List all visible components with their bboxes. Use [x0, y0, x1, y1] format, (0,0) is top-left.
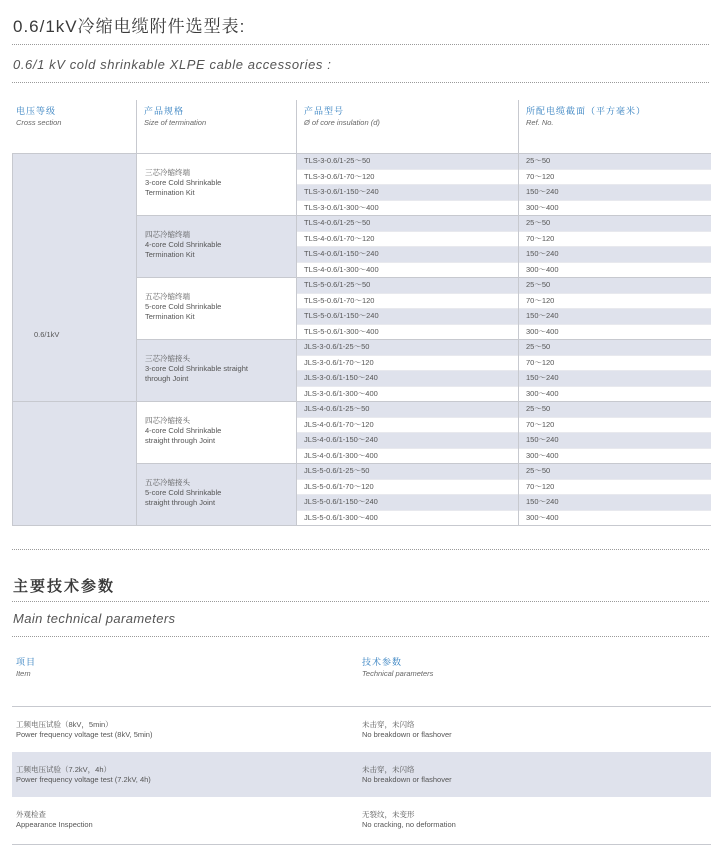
- spec-line: 5-core Cold Shrinkable: [145, 302, 222, 311]
- header-voltage: [16, 106, 61, 128]
- header-spec-en: Size of termination: [144, 118, 207, 127]
- section-cell: 25～50: [526, 342, 551, 351]
- param-item-en: Power frequency voltage test (8kV, 5min): [16, 730, 153, 739]
- model-cell: JLS-5-0.6/1-70～120: [304, 481, 374, 491]
- section-cell: 150～240: [526, 435, 559, 444]
- voltage-divider: [12, 401, 136, 402]
- group-divider: [136, 339, 711, 340]
- section-cell: 150～240: [526, 311, 559, 320]
- row-divider: [296, 386, 711, 387]
- section-cell: 150～240: [526, 497, 559, 506]
- row-divider: [296, 355, 711, 356]
- spec-line: 三芯冷缩接头: [145, 354, 190, 363]
- row-divider: [296, 308, 711, 309]
- model-cell: JLS-4-0.6/1-70～120: [304, 419, 374, 429]
- row-divider: [296, 370, 711, 371]
- section-cell: 70～120: [526, 357, 555, 367]
- param-item: [16, 810, 93, 830]
- param-item-en: Power frequency voltage test (7.2kV, 4h): [16, 775, 151, 784]
- table-border: [12, 525, 711, 526]
- model-cell: TLS-5-0.6/1-300～400: [304, 326, 379, 336]
- subtitle-divider: [12, 82, 709, 83]
- param-item-cn: 工频电压试验（8kV，5min）: [16, 720, 113, 729]
- header-params: [362, 657, 433, 679]
- table-border: [12, 153, 711, 154]
- group-divider: [136, 277, 711, 278]
- spec-line: 三芯冷缩终端: [145, 168, 190, 177]
- header-section: [526, 106, 646, 128]
- section-cell: 300～400: [526, 512, 559, 522]
- header-model: [304, 106, 380, 128]
- row-divider: [296, 200, 711, 201]
- model-cell: JLS-4-0.6/1-300～400: [304, 450, 378, 460]
- column-divider: [12, 153, 13, 525]
- param-value: [362, 810, 456, 830]
- params-subtitle-divider: [12, 636, 709, 637]
- params-row: [12, 707, 711, 752]
- group-divider: [136, 401, 711, 402]
- params-bottom-rule: [12, 844, 711, 845]
- spec-cell: [145, 354, 248, 384]
- spec-cell: [145, 416, 221, 446]
- header-separator: [136, 100, 137, 153]
- param-value-cn: 无裂纹，未变形: [362, 810, 415, 819]
- section-cell: 150～240: [526, 187, 559, 196]
- header-spec-cn: 产品规格: [144, 106, 185, 116]
- section-cell: 25～50: [526, 156, 551, 165]
- spec-cell: [145, 168, 221, 198]
- row-divider: [296, 479, 711, 480]
- param-item-en: Appearance Inspection: [16, 820, 93, 829]
- model-cell: TLS-4-0.6/1-70～120: [304, 233, 375, 243]
- column-divider: [518, 153, 519, 525]
- params-row: [12, 797, 711, 844]
- voltage-cell: 0.6/1kV: [34, 330, 60, 339]
- spec-line: 4-core Cold Shrinkable: [145, 240, 222, 249]
- row-divider: [296, 417, 711, 418]
- row-divider: [296, 510, 711, 511]
- header-params-en: Technical parameters: [362, 669, 434, 678]
- section-cell: 25～50: [526, 404, 551, 413]
- param-value: [362, 765, 452, 785]
- model-cell: JLS-5-0.6/1-300～400: [304, 512, 378, 522]
- section-cell: 150～240: [526, 249, 559, 258]
- group-divider: [136, 463, 711, 464]
- model-cell: TLS-4-0.6/1-300～400: [304, 264, 379, 274]
- params-title-divider: [12, 601, 709, 602]
- section-cell: 300～400: [526, 450, 559, 460]
- row-divider: [296, 324, 711, 325]
- param-value-en: No cracking, no deformation: [362, 820, 456, 829]
- model-cell: TLS-3-0.6/1-300～400: [304, 202, 379, 212]
- group-divider: [136, 215, 711, 216]
- model-cell: TLS-4-0.6/1-150～240: [304, 249, 379, 258]
- param-value-cn: 未击穿，未闪络: [362, 765, 415, 774]
- spec-line: 4-core Cold Shrinkable: [145, 426, 222, 435]
- spec-cell: [145, 478, 221, 508]
- model-cell: JLS-3-0.6/1-25～50: [304, 342, 370, 351]
- spec-line: Termination Kit: [145, 250, 195, 259]
- header-item-en: Item: [16, 669, 31, 678]
- header-separator: [518, 100, 519, 153]
- row-divider: [296, 448, 711, 449]
- param-value: [362, 720, 452, 740]
- param-item-cn: 外观检查: [16, 810, 46, 819]
- header-voltage-cn: 电压等级: [16, 106, 57, 116]
- spec-line: 3-core Cold Shrinkable: [145, 178, 222, 187]
- section-cell: 70～120: [526, 419, 555, 429]
- row-divider: [296, 169, 711, 170]
- voltage-column-bg: [12, 153, 136, 525]
- params-row: [12, 752, 711, 797]
- header-model-cn: 产品型号: [304, 106, 345, 116]
- title-divider: [12, 44, 709, 45]
- section-cell: 150～240: [526, 373, 559, 382]
- param-value-en: No breakdown or flashover: [362, 730, 452, 739]
- spec-cell: [145, 292, 221, 322]
- section-cell: 25～50: [526, 218, 551, 227]
- cable-accessories-table: [12, 153, 711, 525]
- spec-line: through Joint: [145, 374, 189, 383]
- model-cell: JLS-5-0.6/1-25～50: [304, 466, 370, 475]
- param-item: [16, 765, 151, 785]
- row-divider: [296, 432, 711, 433]
- spec-line: straight through Joint: [145, 436, 216, 445]
- spec-line: 四芯冷缩接头: [145, 416, 190, 425]
- header-item: [16, 657, 36, 679]
- column-divider: [296, 153, 297, 525]
- spec-line: 四芯冷缩终端: [145, 230, 190, 239]
- row-divider: [296, 246, 711, 247]
- model-cell: TLS-5-0.6/1-150～240: [304, 311, 379, 320]
- spec-line: 5-core Cold Shrinkable: [145, 488, 222, 497]
- model-cell: JLS-3-0.6/1-70～120: [304, 357, 374, 367]
- header-params-cn: 技术参数: [362, 657, 403, 667]
- header-item-cn: 项目: [16, 657, 37, 667]
- section-cell: 70～120: [526, 295, 555, 305]
- section-cell: 70～120: [526, 481, 555, 491]
- model-cell: TLS-3-0.6/1-150～240: [304, 187, 379, 196]
- section-cell: 70～120: [526, 171, 555, 181]
- model-cell: JLS-5-0.6/1-150～240: [304, 497, 378, 506]
- header-section-cn: 所配电缆截面（平方毫米）: [526, 106, 647, 116]
- model-cell: TLS-4-0.6/1-25～50: [304, 218, 371, 227]
- row-divider: [296, 293, 711, 294]
- page-title: 0.6/1kV冷缩电缆附件选型表:: [13, 17, 246, 36]
- spec-line: Termination Kit: [145, 312, 195, 321]
- params-subtitle: Main technical parameters: [13, 611, 176, 626]
- model-cell: JLS-4-0.6/1-150～240: [304, 435, 378, 444]
- spec-line: Termination Kit: [145, 188, 195, 197]
- param-item: [16, 720, 152, 740]
- spec-cell: [145, 230, 221, 260]
- model-cell: JLS-4-0.6/1-25～50: [304, 404, 370, 413]
- header-voltage-en: Cross section: [16, 118, 62, 127]
- spec-line: 五芯冷缩终端: [145, 292, 190, 301]
- section-cell: 25～50: [526, 280, 551, 289]
- section-cell: 25～50: [526, 466, 551, 475]
- row-divider: [296, 262, 711, 263]
- model-cell: JLS-3-0.6/1-150～240: [304, 373, 378, 382]
- column-divider: [136, 153, 137, 525]
- section-cell: 300～400: [526, 388, 559, 398]
- section-divider: [12, 549, 709, 550]
- section-cell: 300～400: [526, 326, 559, 336]
- spec-line: 3-core Cold Shrinkable straight: [145, 364, 248, 373]
- section-cell: 300～400: [526, 202, 559, 212]
- row-divider: [296, 184, 711, 185]
- row-divider: [296, 494, 711, 495]
- header-model-en: Ø of core insulation (d): [304, 118, 380, 127]
- section-cell: 300～400: [526, 264, 559, 274]
- param-value-en: No breakdown or flashover: [362, 775, 452, 784]
- header-spec: [144, 106, 206, 128]
- model-cell: TLS-3-0.6/1-70～120: [304, 171, 375, 181]
- section-cell: 70～120: [526, 233, 555, 243]
- row-divider: [296, 231, 711, 232]
- model-cell: JLS-3-0.6/1-300～400: [304, 388, 378, 398]
- model-cell: TLS-5-0.6/1-70～120: [304, 295, 375, 305]
- spec-line: 五芯冷缩接头: [145, 478, 190, 487]
- header-separator: [296, 100, 297, 153]
- param-value-cn: 未击穿，未闪络: [362, 720, 415, 729]
- param-item-cn: 工频电压试验（7.2kV，4h）: [16, 765, 112, 774]
- model-cell: TLS-3-0.6/1-25～50: [304, 156, 371, 165]
- header-section-en: Ref. No.: [526, 118, 554, 127]
- page-subtitle: 0.6/1 kV cold shrinkable XLPE cable accessories :: [13, 57, 332, 72]
- model-cell: TLS-5-0.6/1-25～50: [304, 280, 371, 289]
- spec-line: straight through Joint: [145, 498, 216, 507]
- params-title: 主要技术参数: [13, 578, 116, 595]
